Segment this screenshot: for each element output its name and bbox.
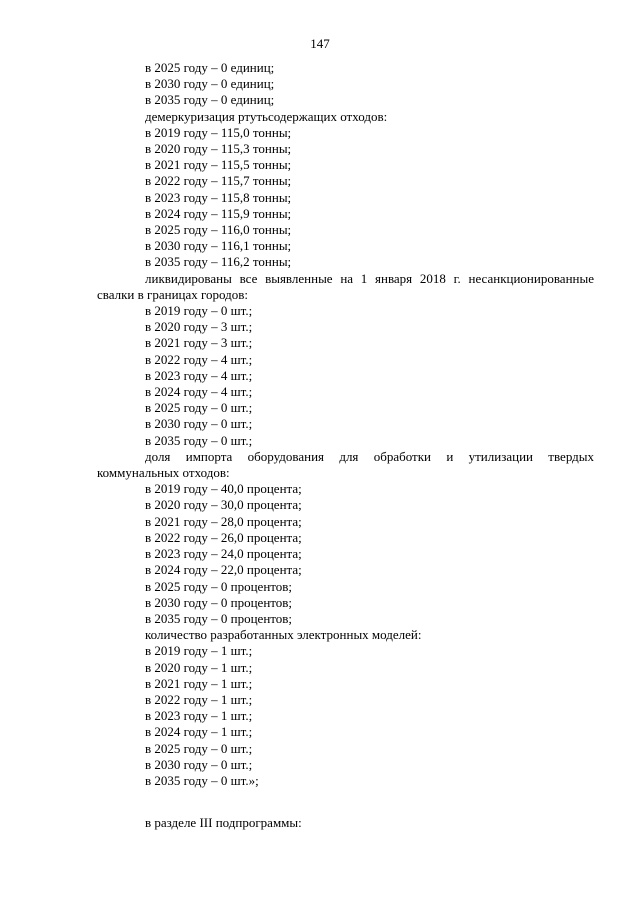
list-item: в 2035 году – 0 шт.»; — [145, 772, 259, 788]
list-item: в 2030 году – 0 единиц; — [145, 76, 275, 92]
list-item: в 2022 году – 26,0 процента; — [145, 529, 302, 545]
spacer — [97, 789, 594, 815]
list-item: в 2019 году – 1 шт.; — [145, 643, 253, 659]
heading-demercurization: демеркуризация ртутьсодержащих отходов: — [145, 108, 388, 124]
list-item: в 2030 году – 116,1 тонны; — [145, 238, 292, 254]
list-item: в 2023 году – 115,8 тонны; — [145, 189, 292, 205]
list-tonnes — [97, 125, 594, 271]
list-item: в 2021 году – 3 шт.; — [145, 335, 253, 351]
list-item: в 2021 году – 28,0 процента; — [145, 513, 302, 529]
list-item: в 2019 году – 0 шт.; — [145, 303, 253, 319]
section-reference: в разделе III подпрограммы: — [145, 815, 302, 831]
list-item: в 2020 году – 3 шт.; — [145, 319, 253, 335]
list-item: в 2024 году – 115,9 тонны; — [145, 205, 292, 221]
list-item: в 2025 году – 0 процентов; — [145, 578, 293, 594]
list-item: в 2019 году – 115,0 тонны; — [145, 124, 292, 140]
list-item: в 2030 году – 0 шт.; — [145, 416, 253, 432]
list-item: в 2035 году – 0 процентов; — [145, 610, 293, 626]
list-item: в 2035 году – 0 единиц; — [145, 92, 275, 108]
list-import — [97, 481, 594, 627]
list-item: в 2025 году – 0 шт.; — [145, 400, 253, 416]
paragraph-import: доля импорта оборудования для обработки и утилизации твердых коммунальных отходов: — [97, 448, 594, 481]
list-item: в 2030 году – 0 шт.; — [145, 756, 253, 772]
page-number: 147 — [310, 36, 330, 51]
document-body — [97, 60, 594, 831]
list-dumps — [97, 303, 594, 449]
heading-models: количество разработанных электронных моделей: — [145, 627, 422, 643]
list-item: в 2035 году – 0 шт.; — [145, 432, 253, 448]
list-item: в 2030 году – 0 процентов; — [145, 594, 293, 610]
list-item: в 2035 году – 116,2 тонны; — [145, 254, 292, 270]
list-item: в 2022 году – 4 шт.; — [145, 351, 253, 367]
list-item: в 2025 году – 116,0 тонны; — [145, 222, 292, 238]
list-item: в 2021 году – 115,5 тонны; — [145, 157, 292, 173]
list-item: в 2024 году – 4 шт.; — [145, 384, 253, 400]
list-item: в 2020 году – 30,0 процента; — [145, 497, 302, 513]
list-item: в 2020 году – 1 шт.; — [145, 659, 253, 675]
list-item: в 2022 году – 1 шт.; — [145, 691, 253, 707]
list-item: в 2020 году – 115,3 тонны; — [145, 141, 292, 157]
list-units — [97, 60, 594, 109]
list-item: в 2025 году – 0 шт.; — [145, 740, 253, 756]
list-item: в 2024 году – 1 шт.; — [145, 724, 253, 740]
list-item: в 2023 году – 24,0 процента; — [145, 546, 302, 562]
list-item: в 2023 году – 4 шт.; — [145, 367, 253, 383]
list-item: в 2025 году – 0 единиц; — [145, 60, 275, 75]
list-item: в 2023 году – 1 шт.; — [145, 708, 253, 724]
list-item: в 2019 году – 40,0 процента; — [145, 481, 302, 497]
list-item: в 2021 году – 1 шт.; — [145, 675, 253, 691]
list-models — [97, 643, 594, 789]
list-item: в 2024 году – 22,0 процента; — [145, 562, 302, 578]
paragraph-dumps: ликвидированы все выявленные на 1 января 2018 г. несанкционированные свалки в границах городов: — [97, 270, 594, 302]
list-item: в 2022 году – 115,7 тонны; — [145, 173, 292, 189]
